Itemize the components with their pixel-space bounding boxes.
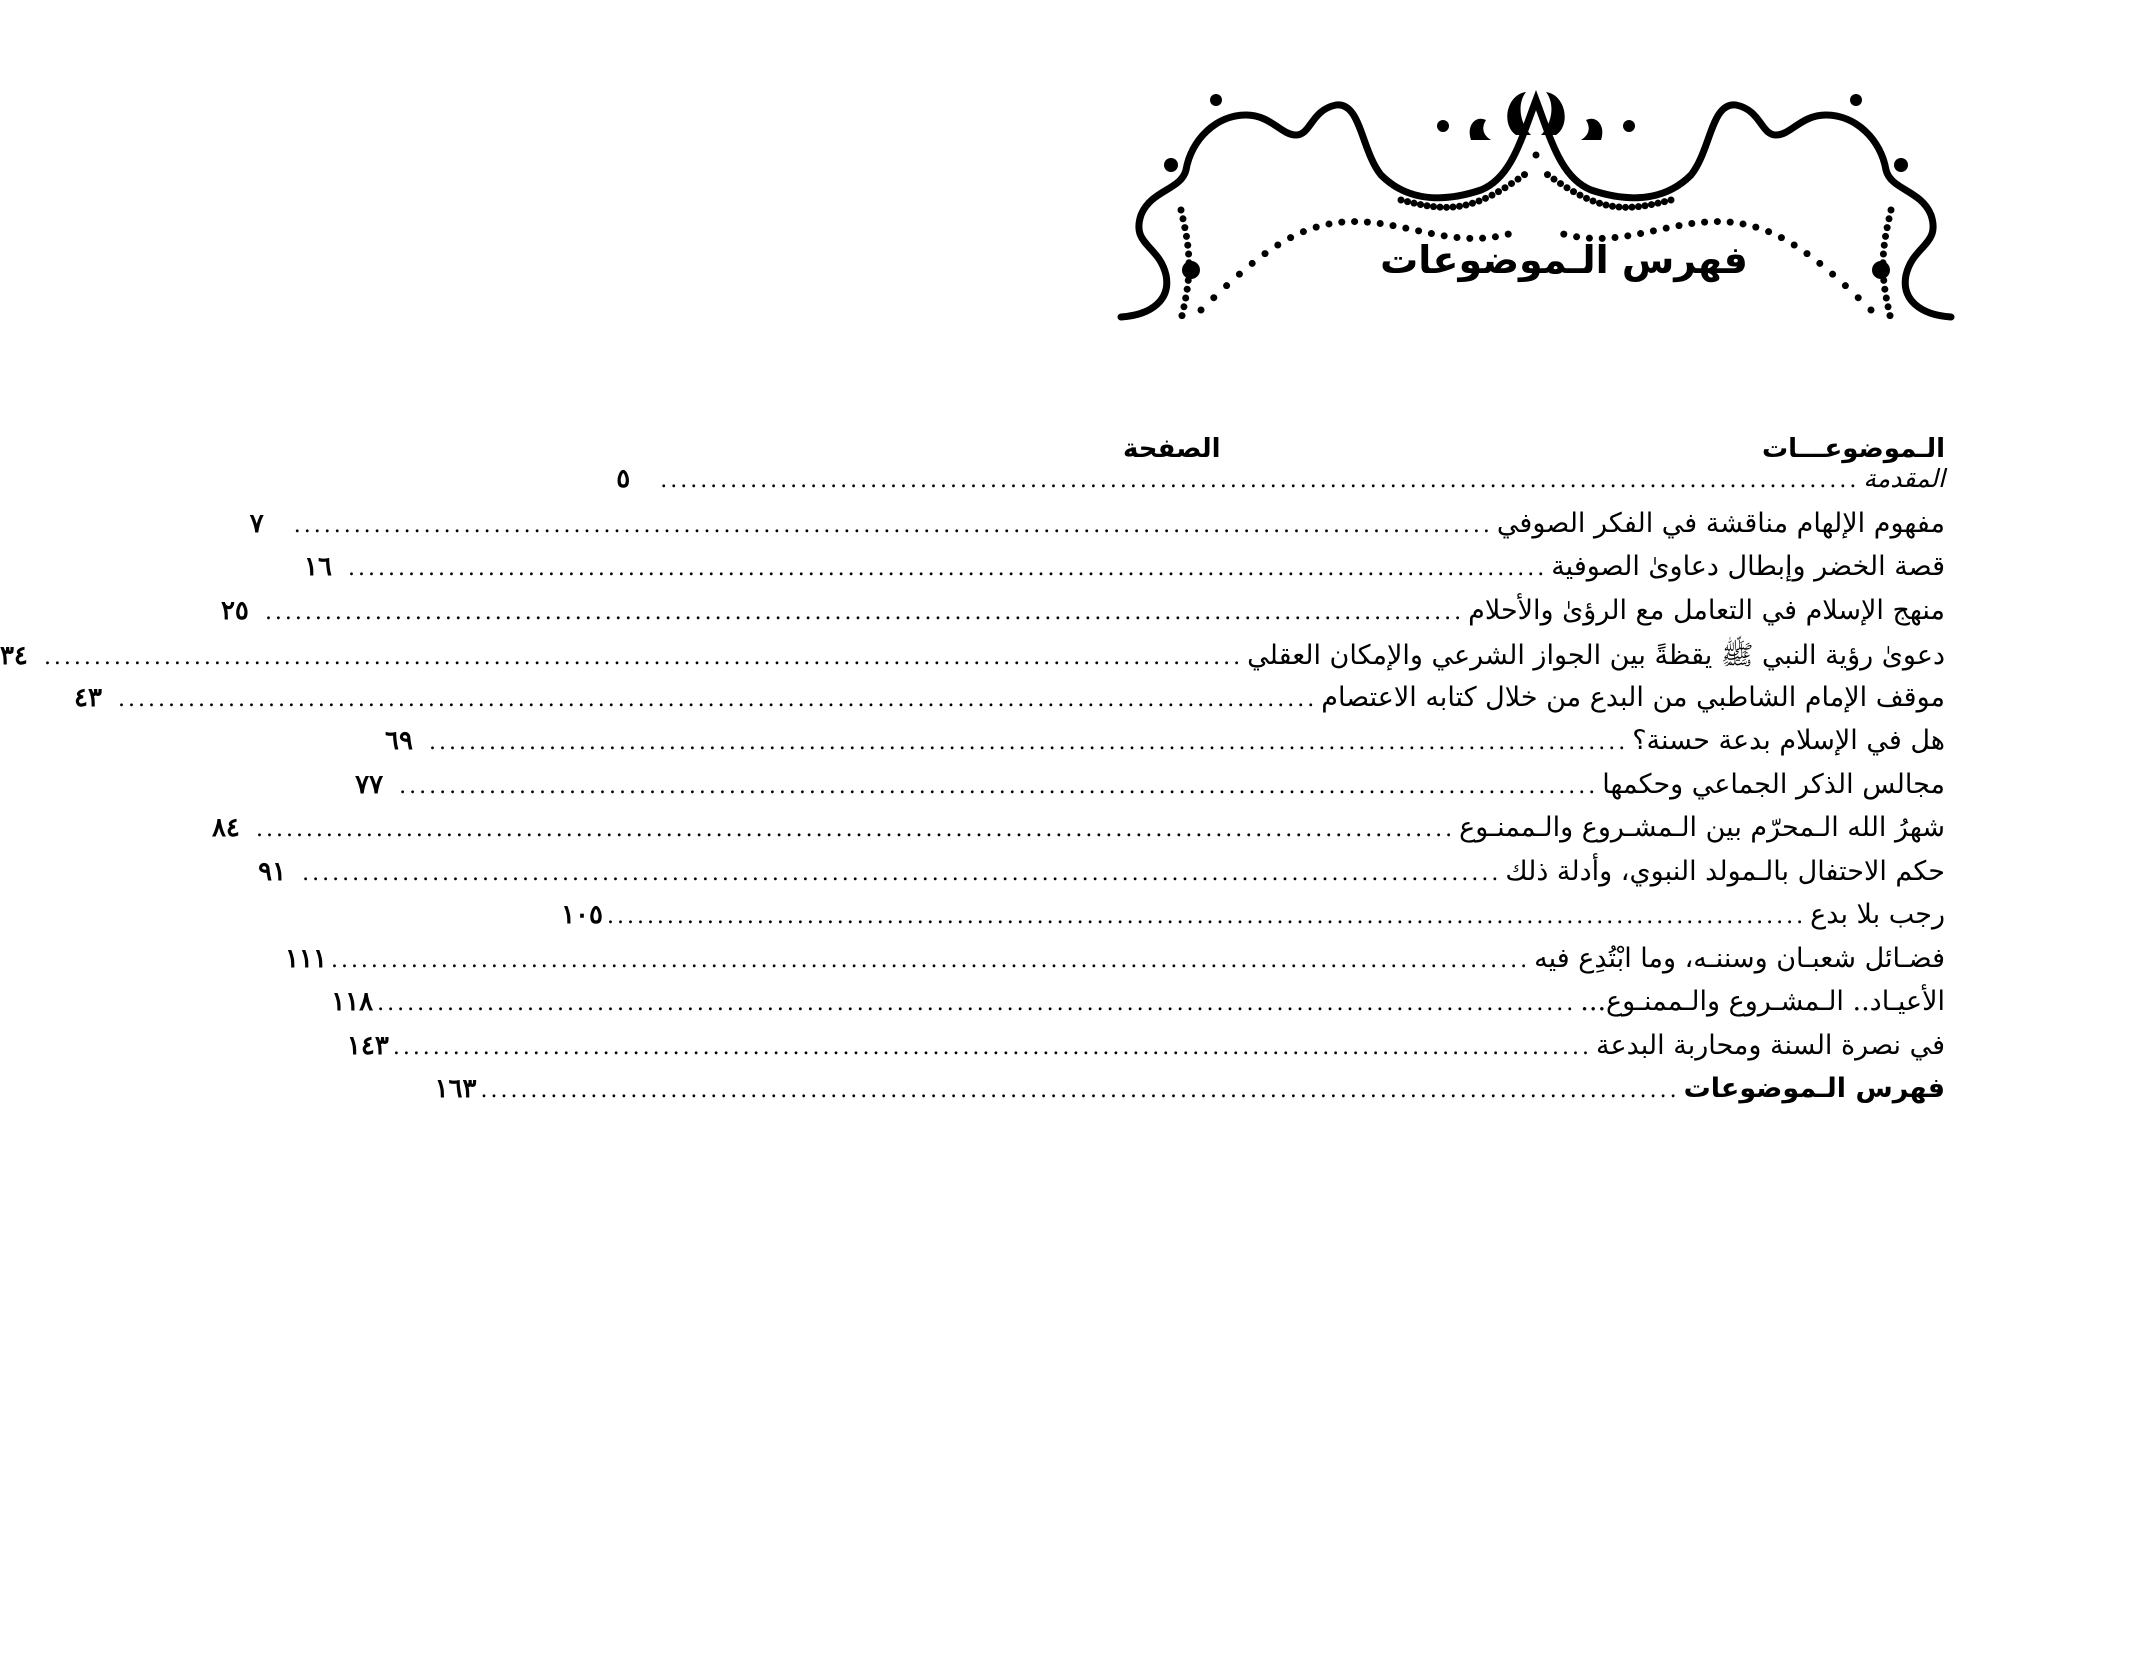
ornament-dot bbox=[1637, 230, 1644, 237]
dot-leader: ........................................................................................................................ bbox=[429, 730, 1629, 755]
dot-leader: ........................................................................................................................ bbox=[302, 860, 1502, 886]
ornament-dot bbox=[1364, 219, 1371, 226]
toc-entry[interactable] bbox=[616, 464, 1945, 508]
ornament-dot bbox=[1437, 204, 1444, 211]
toc-entry[interactable] bbox=[258, 855, 1945, 900]
ornament-dot bbox=[1502, 184, 1509, 191]
ornament-dot bbox=[1351, 218, 1358, 225]
ornament-dot bbox=[1180, 303, 1187, 310]
ornament-dot bbox=[1557, 180, 1564, 187]
ornament-dot bbox=[1886, 312, 1893, 319]
toc-entry[interactable] bbox=[74, 681, 1945, 726]
ornament-dot bbox=[1551, 176, 1558, 183]
ornament-dot bbox=[1714, 218, 1721, 225]
toc-entry-page: ٥ bbox=[616, 464, 631, 494]
ornament-dot bbox=[1482, 195, 1489, 202]
ornament-dot bbox=[1650, 227, 1657, 234]
toc-entry-page: ٦٩ bbox=[385, 726, 413, 756]
toc-entry-page: ٨٤ bbox=[211, 813, 240, 843]
ornament-dot bbox=[1313, 224, 1320, 231]
ornament-dot bbox=[1661, 198, 1668, 205]
ornament-dot bbox=[1508, 180, 1515, 187]
ornament-dot bbox=[1765, 228, 1772, 235]
toc-entry-page: ٧٧ bbox=[355, 769, 384, 800]
ornament-dot bbox=[1428, 230, 1435, 237]
toc-entry-page: ٩١ bbox=[258, 856, 287, 887]
dot-leader: ........................................................................................................................ bbox=[660, 468, 1860, 493]
ornament-dot bbox=[1564, 184, 1571, 191]
toc-entry-title: الأعيـاد.. الـمشـروع والـممنـوع... bbox=[1580, 986, 1945, 1017]
decorative-frame bbox=[1121, 80, 1951, 330]
ornament-dot bbox=[1505, 231, 1512, 238]
ornament-dot bbox=[1476, 198, 1483, 205]
ornament-dot bbox=[1855, 294, 1862, 301]
dot-leader: ........................................................................................................................ bbox=[293, 512, 1493, 538]
dot-leader: ........................................................................................................................ bbox=[606, 904, 1807, 929]
ornament-dot bbox=[1635, 203, 1642, 210]
toc-header bbox=[1123, 420, 1945, 464]
dot-leader: ........................................................................................................................ bbox=[392, 1034, 1593, 1060]
ornament-icon bbox=[1121, 80, 1951, 330]
ornament-dot bbox=[1622, 204, 1629, 211]
ornament-dot bbox=[1752, 224, 1759, 231]
page-title: فهرس الـموضوعات bbox=[1380, 238, 1748, 282]
ornament-dot bbox=[1521, 171, 1528, 178]
ornament-dot bbox=[1411, 200, 1418, 207]
toc-entry-title: دعوىٰ رؤية النبي ﷺ يقظةً بين الجواز الشرعي والإمكان العقلي bbox=[1247, 640, 1945, 671]
toc-entry-title: شهرُ الله الـمحرّم بين الـمشـروع والـممنـوع bbox=[1459, 812, 1945, 843]
dot-leader: ........................................................................................................................ bbox=[399, 773, 1599, 799]
toc-entry-page: ١٦٣ bbox=[434, 1074, 477, 1104]
ornament-dot bbox=[1338, 219, 1345, 226]
ornament-dot bbox=[1223, 282, 1230, 289]
table-of-contents bbox=[0, 420, 1945, 1117]
ornament-dot bbox=[1210, 294, 1217, 301]
ornament-dot bbox=[1178, 207, 1185, 214]
toc-entry[interactable] bbox=[211, 812, 1945, 856]
toc-entry-title: فضـائل شعبـان وسننـه، وما ابْتُدِع فيه bbox=[1534, 942, 1945, 974]
ornament-dot bbox=[1884, 224, 1891, 231]
toc-entry[interactable] bbox=[434, 1073, 1945, 1117]
ornament-dot bbox=[1668, 197, 1675, 204]
toc-entry-page: ٢٥ bbox=[220, 595, 249, 626]
ornament-dot bbox=[1544, 171, 1551, 178]
toc-entry-title: المقدمة bbox=[1863, 464, 1945, 493]
ornament-dot bbox=[1885, 303, 1892, 310]
page-column-header: الصفحة bbox=[1123, 434, 1221, 464]
toc-entry[interactable] bbox=[249, 507, 1945, 552]
ornament-dot bbox=[1642, 202, 1649, 209]
ornament-dot bbox=[1377, 220, 1384, 227]
toc-entry-page: ١١١ bbox=[285, 943, 327, 974]
ornament-dot bbox=[1881, 286, 1888, 293]
ornament-dot bbox=[1398, 197, 1405, 204]
ornament-dot bbox=[1663, 225, 1670, 232]
toc-entry-title: حكم الاحتفال بالـمولد النبوي، وأدلة ذلك bbox=[1505, 855, 1945, 887]
ornament-dot bbox=[1842, 282, 1849, 289]
ornament-dot bbox=[1489, 192, 1496, 199]
ornament-dot bbox=[1417, 201, 1424, 208]
ornament-dot bbox=[1424, 202, 1431, 209]
ornament-dot bbox=[1469, 200, 1476, 207]
dot-leader: ........................................................................................................................ bbox=[255, 817, 1456, 842]
ornament-dot bbox=[1198, 307, 1205, 314]
toc-entry-title: رجب بلا بدع bbox=[1810, 899, 1945, 930]
toc-entry-title: في نصرة السنة ومحاربة البدعة bbox=[1596, 1029, 1945, 1061]
ornament-dot bbox=[1590, 198, 1597, 205]
toc-rows bbox=[0, 464, 1945, 1117]
toc-entry[interactable] bbox=[304, 551, 1945, 595]
toc-entry-page: ١٤٣ bbox=[346, 1030, 389, 1061]
ornament-dot bbox=[1583, 195, 1590, 202]
toc-entry[interactable] bbox=[561, 899, 1945, 943]
ornament-dot bbox=[1676, 222, 1683, 229]
ornament-dot bbox=[1182, 295, 1189, 302]
topics-column-header: الـموضوعـــات bbox=[1761, 434, 1945, 464]
ornament-dot bbox=[1609, 203, 1616, 210]
ornament-dot bbox=[1463, 202, 1470, 209]
toc-entry-title: قصة الخضر وإبطال دعاوىٰ الصوفية bbox=[1551, 551, 1945, 582]
toc-entry-page: ١٦ bbox=[304, 552, 332, 582]
toc-entry-title: فهرس الـموضوعات bbox=[1683, 1073, 1945, 1104]
ornament-dot bbox=[1603, 202, 1610, 209]
dot-leader: ........................................................................................................................ bbox=[118, 686, 1318, 712]
ornament-dot bbox=[1596, 200, 1603, 207]
ornament-dot bbox=[1402, 225, 1409, 232]
toc-entry-page: ١١٨ bbox=[331, 987, 374, 1017]
toc-entry-page: ٧ bbox=[249, 508, 264, 539]
ornament-dot bbox=[1443, 204, 1450, 211]
ornament-dot bbox=[1179, 215, 1186, 222]
dot-leader: ........................................................................................................................ bbox=[348, 556, 1548, 581]
toc-entry[interactable] bbox=[331, 986, 1945, 1030]
dot-leader: ........................................................................................................................ bbox=[480, 1078, 1680, 1103]
toc-entry-title: موقف الإمام الشاطبي من البدع من خلال كتابه الاعتصام bbox=[1321, 681, 1945, 713]
ornament-dot bbox=[1390, 222, 1397, 229]
ornament-dot bbox=[1515, 176, 1522, 183]
dot-leader: ........................................................................................................................ bbox=[377, 991, 1577, 1016]
toc-entry[interactable] bbox=[346, 1029, 1945, 1074]
ornament-dot bbox=[1430, 203, 1437, 210]
ornament-dot bbox=[1740, 220, 1747, 227]
ornament-dot bbox=[1701, 219, 1708, 226]
toc-entry[interactable] bbox=[220, 594, 1945, 639]
toc-entry-page: ١٠٥ bbox=[561, 900, 603, 930]
dot-leader: ........................................................................................................................ bbox=[330, 947, 1531, 973]
toc-entry[interactable] bbox=[355, 768, 1945, 813]
toc-entry[interactable] bbox=[285, 942, 1945, 987]
ornament-dot bbox=[1456, 203, 1463, 210]
ornament-dot bbox=[1404, 198, 1411, 205]
toc-entry-page: ٤٣ bbox=[74, 682, 102, 713]
ornament-dot bbox=[1450, 204, 1457, 211]
toc-entry-title: مجالس الذكر الجماعي وحكمها bbox=[1602, 768, 1945, 800]
toc-entry-title: مفهوم الإلهام مناقشة في الفكر الصوفي bbox=[1496, 507, 1945, 539]
ornament-dot bbox=[1883, 295, 1890, 302]
dot-leader: ........................................................................................................................ bbox=[43, 645, 1244, 670]
ornament-dot bbox=[1688, 220, 1695, 227]
ornament-dot bbox=[1868, 307, 1875, 314]
toc-entry-page: ٣٤ bbox=[0, 641, 28, 671]
toc-entry-title: منهج الإسلام في التعامل مع الرؤىٰ والأحلام bbox=[1468, 594, 1945, 626]
ornament-dot bbox=[1570, 188, 1577, 195]
ornament-dot bbox=[1181, 224, 1188, 231]
ornament-dot bbox=[1888, 207, 1895, 214]
ornament-dot bbox=[1560, 231, 1567, 238]
ornament-dot bbox=[1495, 188, 1502, 195]
ornament-dot bbox=[1415, 227, 1422, 234]
toc-entry[interactable] bbox=[385, 725, 1945, 769]
ornament-dot bbox=[1629, 204, 1636, 211]
ornament-dot bbox=[1179, 312, 1186, 319]
ornament-dot bbox=[1300, 228, 1307, 235]
ornament-dot bbox=[1648, 201, 1655, 208]
ornament-dot bbox=[1326, 220, 1333, 227]
toc-entry-title: هل في الإسلام بدعة حسنة؟ bbox=[1632, 725, 1945, 756]
ornament-dot bbox=[1655, 200, 1662, 207]
ornament-dot bbox=[1616, 204, 1623, 211]
toc-entry[interactable] bbox=[0, 638, 1945, 682]
ornament-dot bbox=[1184, 286, 1191, 293]
ornament-dot bbox=[1886, 215, 1893, 222]
ornament-dot bbox=[1577, 192, 1584, 199]
ornament-dot bbox=[1727, 219, 1734, 226]
dot-leader: ........................................................................................................................ bbox=[264, 599, 1465, 625]
